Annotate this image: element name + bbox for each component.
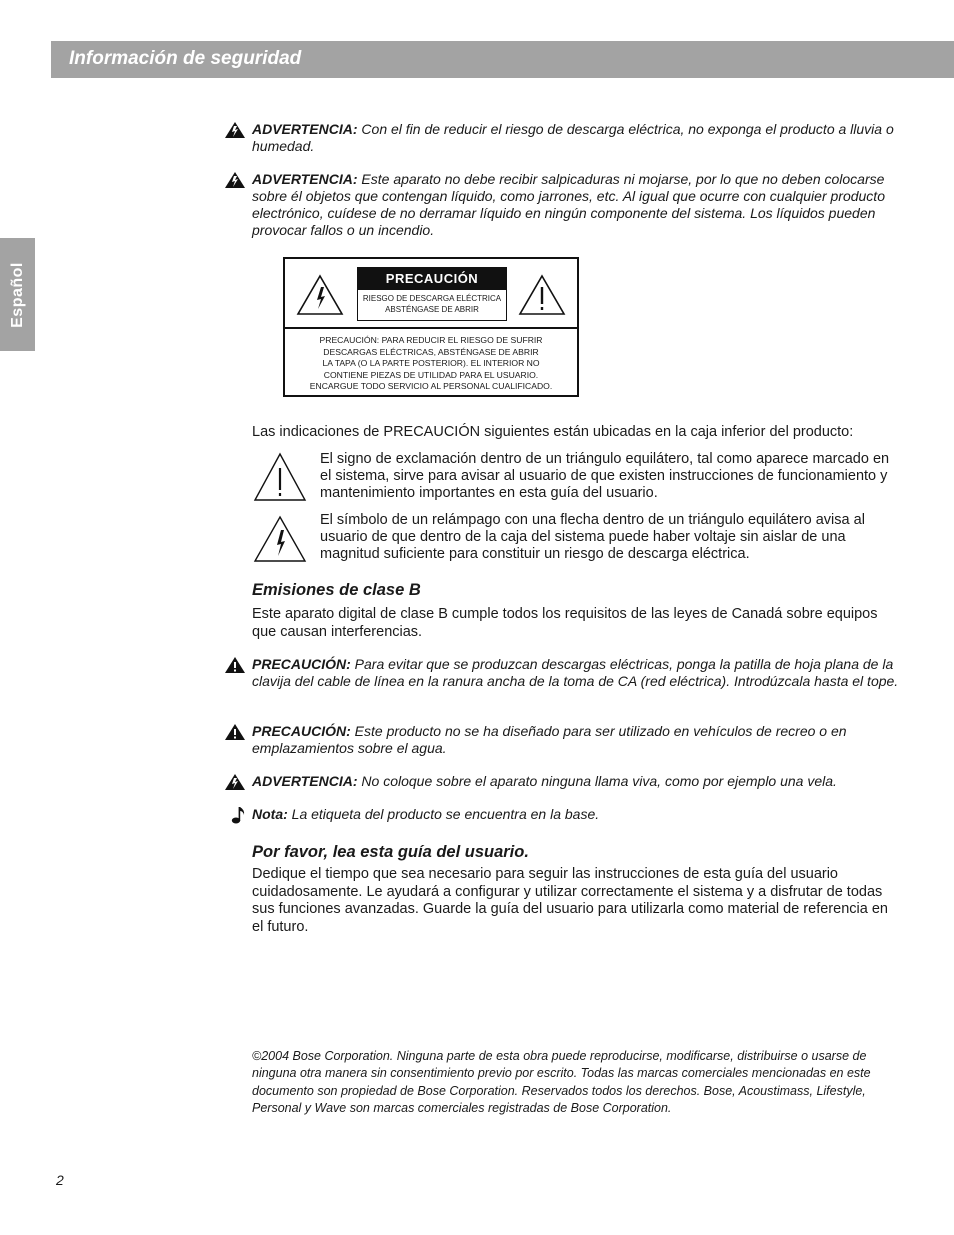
warning-label: ADVERTENCIA:: [252, 773, 358, 789]
warning-label: ADVERTENCIA:: [252, 171, 358, 187]
music-note-icon: [230, 806, 252, 824]
symbol-description: El símbolo de un relámpago con una flecha dentro de un triángulo equilátero avisa al usuario de que dentro de la caja del sistema puede haber voltaje sin aislar de una magnitud suficiente para constituir un riesgo de descarga eléctrica.: [320, 512, 865, 562]
warning-item: [224, 121, 904, 155]
warning-icon: [224, 121, 246, 139]
symbol-description: El signo de exclamación dentro de un triángulo equilátero, tal como aparece marcado en el sistema, sirve para avisar al usuario de que existen instrucciones de funcionamiento y mantenimiento importantes en esta guía del usuario.: [320, 451, 890, 501]
caution-body: [289, 335, 573, 393]
lightning-triangle-icon: [252, 514, 308, 564]
exclamation-triangle-icon: [252, 451, 308, 503]
warning-label: ADVERTENCIA:: [252, 121, 358, 137]
caution-body-line: ENCARGUE TODO SERVICIO AL PERSONAL CUALIFICADO.: [309, 381, 553, 391]
note-item: [224, 806, 904, 823]
caution-text: Para evitar que se produzcan descargas eléctricas, ponga la patilla de hoja plana de la clavija del cable de línea en la ranura ancha de la toma de CA (red eléctrica). Introdúzcala hasta el tope.: [252, 656, 899, 689]
caution-body-line: DESCARGAS ELÉCTRICAS, ABSTÉNGASE DE ABRIR: [323, 346, 539, 357]
warning-text: Con el fin de reducir el riesgo de descarga eléctrica, no exponga el producto a lluvia o humedad.: [252, 121, 894, 154]
caution-body-line: PRECAUCIÓN: PARA REDUCIR EL RIESGO DE SUFRIR: [319, 335, 543, 345]
caution-subtitle: ABSTÉNGASE DE ABRIR: [385, 305, 479, 314]
caution-title: PRECAUCIÓN: [358, 268, 506, 290]
caution-label: PRECAUCIÓN:: [252, 656, 351, 672]
warning-item: [224, 773, 904, 790]
caution-text: Este producto no se ha diseñado para ser utilizado en vehículos de recreo o en emplazamientos sobre el agua.: [252, 723, 847, 756]
caution-icon: [224, 723, 246, 741]
warning-text: No coloque sobre el aparato ninguna llama viva, como por ejemplo una vela.: [361, 773, 837, 789]
read-guide-heading: Por favor, lea esta guía del usuario.: [252, 843, 529, 861]
page-number: 2: [56, 1172, 64, 1188]
caution-item: [224, 656, 904, 690]
warning-item: [224, 171, 904, 239]
read-guide-text: Dedique el tiempo que sea necesario para seguir las instrucciones de esta guía del usuario cuidadosamente. Le ayudará a configurar y utilizar correctamente el sistema y a disfrutar de todas sus funciones avanzadas. Guarde la guía del usuario para utilizarla como material de referencia en el futuro.: [252, 866, 888, 935]
indications-intro: Las indicaciones de PRECAUCIÓN siguientes están ubicadas en la caja inferior del producto:: [252, 424, 854, 440]
emissions-text: Este aparato digital de clase B cumple todos los requisitos de las leyes de Canadá sobre equipos que causan interferencias.: [252, 606, 878, 640]
warning-icon: [224, 773, 246, 791]
language-tab-label: Español: [8, 261, 26, 328]
caution-label-box: [283, 257, 579, 397]
caution-subtitle: RIESGO DE DESCARGA ELÉCTRICA: [362, 294, 502, 303]
section-title: Información de seguridad: [69, 48, 302, 69]
exclamation-triangle-icon: [517, 273, 567, 317]
caution-item: [224, 723, 904, 757]
note-text: La etiqueta del producto se encuentra en la base.: [291, 806, 600, 822]
section-header: [51, 41, 954, 78]
copyright-notice: ©2004 Bose Corporation. Ninguna parte de esta obra puede reproducirse, modificarse, distribuirse o usarse de ninguna otra manera sin consentimiento previo por escrito. Todas las marcas comerciales mencionadas en este documento son propiedad de Bose Corporation. Reservados todos los derechos. Bose, Acoustimass, Lifestyle, Personal y Wave son marcas comerciales registradas de Bose Corporation.: [252, 1049, 871, 1115]
warning-icon: [224, 171, 246, 189]
caution-body-line: CONTIENE PIEZAS DE UTILIDAD PARA EL USUARIO.: [323, 369, 539, 380]
note-label: Nota:: [252, 806, 288, 822]
caution-icon: [224, 656, 246, 674]
caution-label: [357, 267, 507, 321]
emissions-heading: Emisiones de clase B: [252, 581, 421, 599]
language-tab: [0, 238, 35, 351]
caution-body-line: LA TAPA (O LA PARTE POSTERIOR). EL INTERIOR NO: [322, 358, 540, 368]
warning-text: Este aparato no debe recibir salpicaduras ni mojarse, por lo que no deben colocarse sobre él objetos que contengan líquido, como jarrones, etc. Al igual que ocurre con cualquier producto electrónico, cuídese de no derramar líquido en ningún componente del sistema. Los líquidos pueden provocar fallos o un incendio.: [252, 171, 885, 238]
caution-label: PRECAUCIÓN:: [252, 723, 351, 739]
lightning-triangle-icon: [295, 273, 345, 317]
